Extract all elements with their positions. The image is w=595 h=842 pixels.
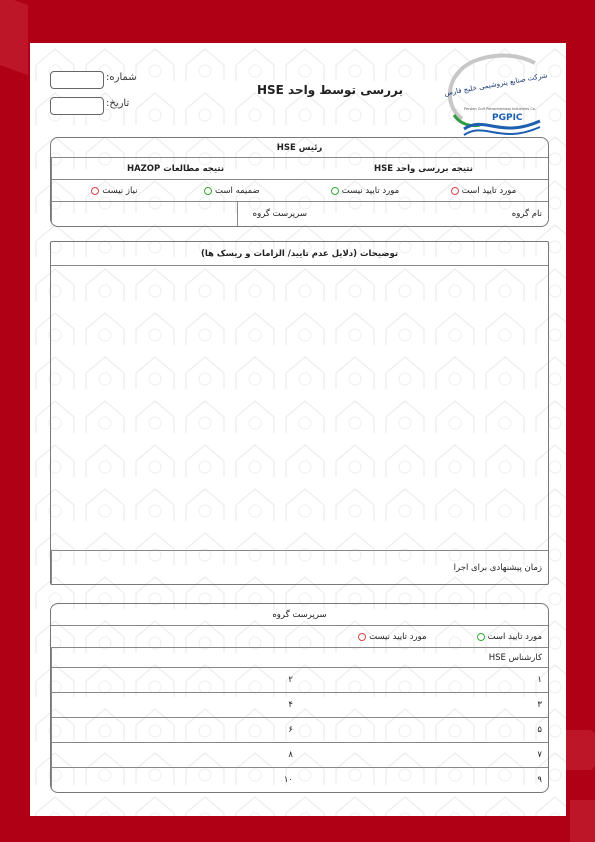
option-approved-label: مورد تایید است — [487, 631, 542, 642]
row-number: ۱۰ — [283, 775, 293, 785]
sign-row-left[interactable] — [51, 668, 299, 693]
company-logo — [440, 49, 550, 141]
sign-row-right[interactable] — [299, 768, 548, 792]
background-shape — [570, 800, 595, 842]
row-number: ۹ — [537, 775, 542, 785]
supervisor-options-cell — [51, 626, 548, 648]
hazop-title-label: نتیجه مطالعات HAZOP — [126, 163, 225, 174]
radio-icon[interactable] — [91, 187, 99, 195]
option-attached[interactable] — [204, 186, 260, 196]
supervisor-head-cell — [51, 604, 548, 626]
description-text-area[interactable] — [51, 266, 548, 551]
time-label-cell — [440, 551, 548, 584]
row-number: ۸ — [288, 750, 293, 760]
description-head-cell — [51, 242, 548, 266]
option-not-approved[interactable] — [358, 632, 426, 642]
option-approved-label: مورد تایید است — [461, 185, 517, 196]
hazop-title-cell — [51, 158, 299, 180]
expert-blank-cell[interactable] — [51, 648, 440, 668]
date-field[interactable] — [50, 97, 104, 115]
logo-company-fa: شرکت صنایع پتروشیمی خلیج فارس — [443, 71, 549, 98]
option-approved[interactable] — [451, 186, 516, 196]
hse-review-section — [50, 137, 549, 227]
form-page — [30, 43, 566, 816]
option-not-approved-label: مورد تایید نیست — [341, 185, 400, 196]
radio-icon[interactable] — [451, 187, 459, 195]
radio-icon[interactable] — [477, 633, 485, 641]
logo-company-en: Persian Gulf Petrochemical Industries Co. — [464, 107, 536, 111]
row-number: ۳ — [537, 700, 542, 710]
row-number: ۱ — [537, 675, 542, 685]
option-attached-label: ضمیمه است — [215, 185, 260, 196]
number-label: شماره: — [106, 72, 137, 83]
page-title: بررسی توسط واحد HSE — [256, 83, 404, 97]
row-number: ۴ — [288, 700, 293, 710]
sign-row-right[interactable] — [299, 743, 548, 768]
number-field[interactable] — [50, 71, 104, 89]
sign-row-left[interactable] — [51, 718, 299, 743]
hse-options-cell — [299, 180, 548, 202]
row-number: ۶ — [288, 725, 293, 735]
group-supervisor-cell — [237, 202, 313, 226]
radio-icon[interactable] — [358, 633, 366, 641]
option-not-approved-label: مورد تایید نیست — [369, 631, 427, 642]
time-value-cell[interactable] — [51, 551, 440, 584]
hse-head-cell — [51, 138, 548, 158]
expert-label: کارشناس HSE — [488, 652, 542, 663]
sign-row-left[interactable] — [51, 693, 299, 718]
hse-result-title-cell — [299, 158, 548, 180]
supervisor-head-label: سرپرست گروه — [272, 609, 327, 620]
hse-result-title-label: نتیجه بررسی واحد HSE — [374, 163, 473, 174]
option-not-needed[interactable] — [91, 186, 137, 196]
row-number: ۵ — [537, 725, 542, 735]
sign-row-right[interactable] — [299, 668, 548, 693]
group-name-label: نام گروه — [511, 209, 542, 219]
hazop-options-cell — [51, 180, 299, 202]
description-head-label: توضیحات (دلایل عدم تایید/ الزامات و ریسک ها) — [200, 248, 399, 259]
logo-abbr: PGPIC — [492, 113, 523, 123]
supervisor-section — [50, 603, 549, 793]
sign-row-left[interactable] — [51, 743, 299, 768]
option-not-needed-label: نیاز نیست — [102, 185, 138, 196]
radio-icon[interactable] — [331, 187, 339, 195]
group-supervisor-label: سرپرست گروه — [252, 209, 307, 219]
hse-head-label: رئیس HSE — [276, 142, 323, 153]
group-blank-cell[interactable] — [51, 202, 237, 226]
sign-row-left[interactable] — [51, 768, 299, 792]
background-shape — [0, 0, 28, 75]
row-number: ۷ — [537, 750, 542, 760]
radio-icon[interactable] — [204, 187, 212, 195]
option-approved[interactable] — [477, 632, 542, 642]
time-label: زمان پیشنهادی برای اجرا — [453, 562, 542, 573]
sign-row-right[interactable] — [299, 693, 548, 718]
description-section — [50, 241, 549, 585]
sign-row-right[interactable] — [299, 718, 548, 743]
date-label: تاریخ: — [106, 98, 130, 109]
option-not-approved[interactable] — [331, 186, 399, 196]
row-number: ۲ — [288, 675, 293, 685]
expert-label-cell — [440, 648, 548, 668]
group-name-cell[interactable] — [313, 202, 548, 226]
